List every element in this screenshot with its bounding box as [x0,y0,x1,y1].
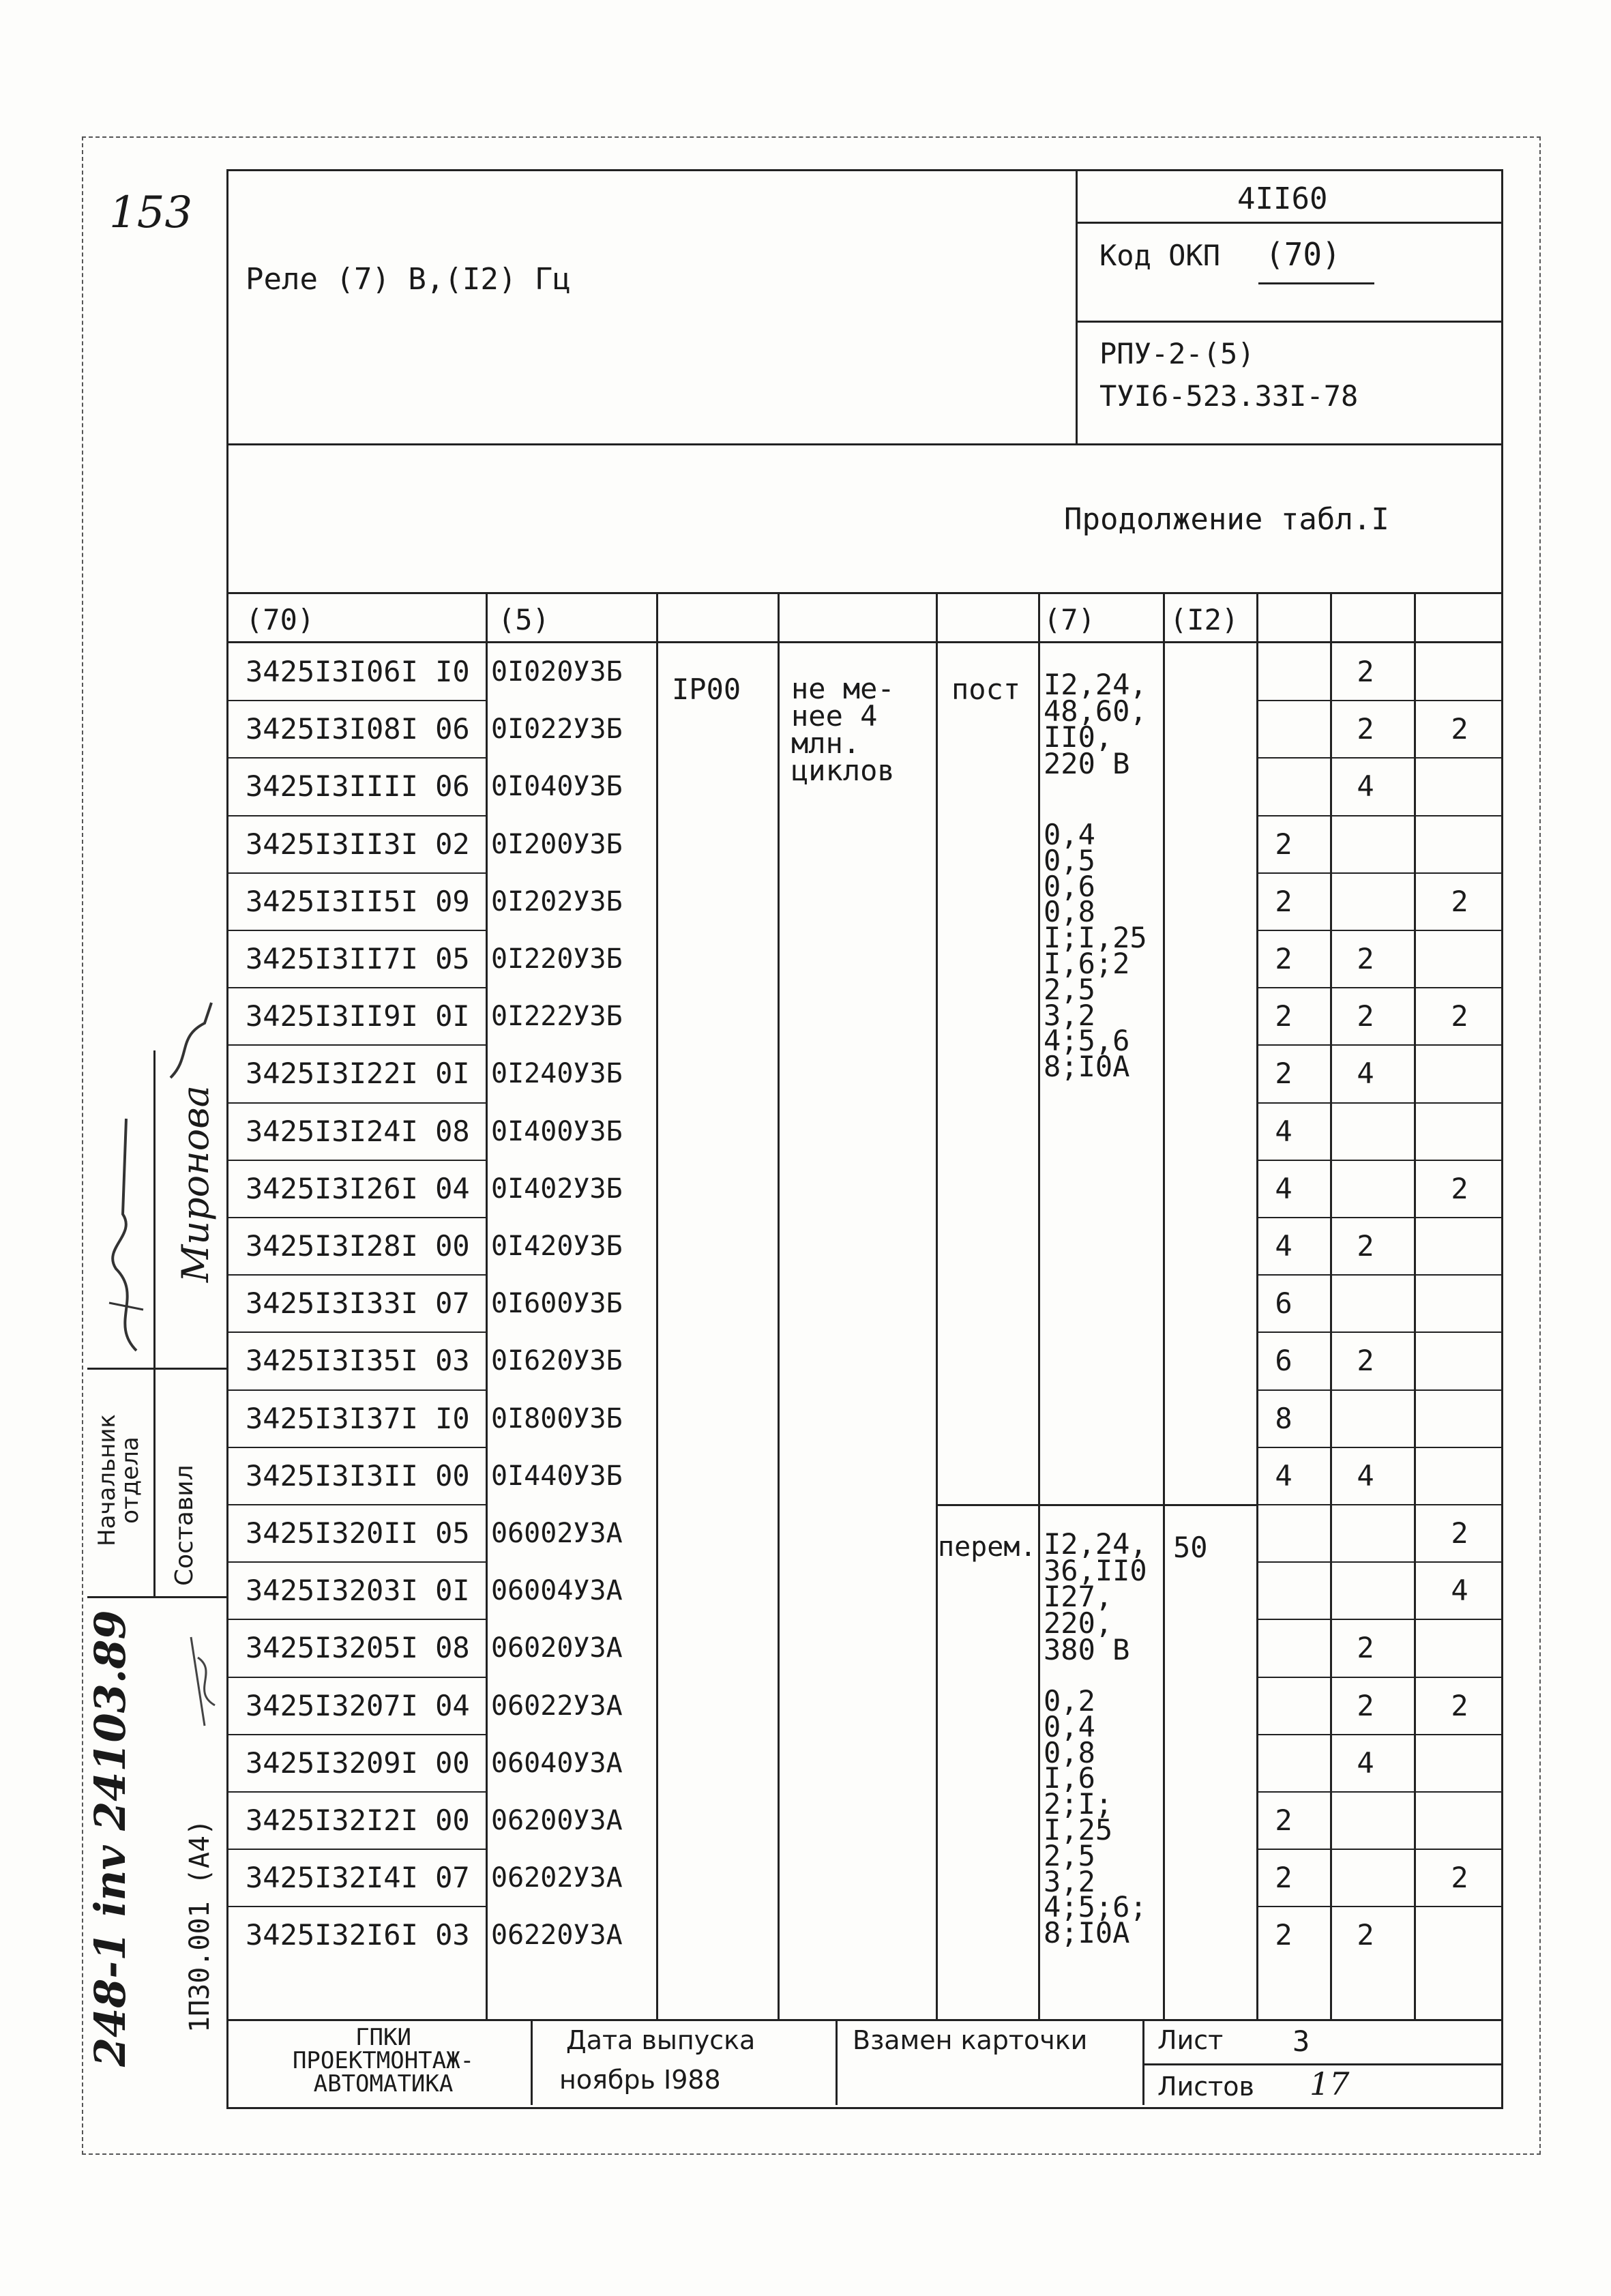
row-divider [1256,1160,1501,1161]
row-divider [1256,1677,1501,1678]
row-designation-5: 06022У3А [491,1690,623,1722]
row-qty-1: 2 [1275,1861,1292,1895]
current-type-dc: пост [951,673,1021,706]
row-designation-5: 0I200У3Б [491,828,623,860]
protection-cell: IP00 [672,673,741,706]
row-qty-1: 6 [1275,1286,1292,1321]
row-qty-3: 2 [1451,1861,1468,1895]
continuation-label: Продолжение табл.I [1064,502,1389,537]
row-code-70: 3425I3I28I 00 [246,1229,470,1263]
row-code-70: 3425I32I4I 07 [246,1861,470,1895]
row-qty-2: 2 [1357,1344,1374,1378]
row-qty-2: 4 [1357,1746,1374,1780]
signature-compiled [164,996,218,1091]
spec-line-1: РПУ-2-(5) [1099,337,1255,370]
row-divider [1256,1906,1501,1907]
row-divider [1256,872,1501,874]
row-divider [226,930,488,931]
row-divider [226,1677,488,1678]
row-divider [226,872,488,874]
row-divider [226,1160,488,1161]
row-designation-5: 0I220У3Б [491,943,623,975]
row-divider [1256,1734,1501,1735]
row-qty-1: 2 [1275,1057,1292,1091]
row-designation-5: 0I202У3Б [491,885,623,917]
voltage-dc: I2,24, 48,60, II0, 220 В [1044,668,1147,780]
row-divider [1256,700,1501,701]
row-qty-3: 2 [1451,999,1468,1033]
row-code-70: 3425I3I33I 07 [246,1286,470,1321]
row-designation-5: 06220У3А [491,1919,623,1952]
row-qty-2: 2 [1357,655,1374,688]
row-qty-3: 2 [1451,712,1468,746]
row-divider [226,1331,488,1333]
row-qty-1: 2 [1275,1918,1292,1952]
row-code-70: 3425I3I3II 00 [246,1458,470,1492]
row-qty-1: 2 [1275,1804,1292,1837]
row-divider [1256,987,1501,988]
row-divider [226,1274,488,1276]
row-qty-1: 4 [1275,1114,1292,1148]
spec-line-2: ТУI6-523.33I-78 [1099,379,1359,413]
row-divider [1256,930,1501,931]
row-designation-5: 0I040У3Б [491,771,623,803]
group-divider [936,1504,1258,1506]
row-code-70: 3425I3209I 00 [246,1746,470,1780]
row-code-70: 3425I32I6I 03 [246,1918,470,1952]
frequency-ac: 50 [1173,1531,1208,1564]
row-divider [226,1734,488,1735]
sheet-value: 3 [1292,2025,1310,2058]
row-divider [1256,1849,1501,1850]
row-code-70: 3425I3I08I 06 [246,712,470,746]
row-divider [226,1447,488,1448]
row-qty-3: 4 [1451,1574,1468,1608]
row-divider [1256,1504,1501,1505]
current-ac-values: 0,2 0,4 0,8 I,6 2;I; I,25 2,5 3,2 4;5;6; 8;I0А [1044,1684,1147,1950]
row-qty-2: 2 [1357,712,1374,746]
row-divider [226,1504,488,1505]
row-qty-1: 8 [1275,1401,1292,1435]
row-code-70: 3425I3IIII 06 [246,769,470,804]
row-code-70: 3425I3I26I 04 [246,1171,470,1205]
row-qty-2: 4 [1357,1458,1374,1492]
sheets-label: Листов [1157,2072,1254,2102]
row-divider [226,1044,488,1046]
issue-label: Дата выпуска [566,2025,756,2055]
row-divider [226,1906,488,1907]
row-code-70: 3425I3II7I 05 [246,942,470,975]
row-designation-5: 0I800У3Б [491,1402,623,1434]
row-qty-2: 2 [1357,999,1374,1033]
row-divider [226,1217,488,1218]
okp-label: Код ОКП [1099,239,1221,272]
durability-cell: не ме- нее 4 млн. циклов [791,672,895,787]
row-code-70: 3425I3II5I 09 [246,884,470,918]
issue-value: ноябрь I988 [559,2065,721,2095]
footer-org: ГПКИ ПРОЕКТМОНТАЖ- АВТОМАТИКА [292,2024,475,2098]
row-divider [1256,1331,1501,1333]
row-code-70: 3425I3II9I 0I [246,999,470,1033]
row-qty-3: 2 [1451,884,1468,918]
row-qty-1: 2 [1275,827,1292,861]
row-divider [1256,815,1501,816]
margin-head-label: Начальник отдела [93,1414,144,1546]
row-divider [226,1619,488,1620]
row-code-70: 3425I3I06I I0 [246,655,470,688]
row-qty-2: 4 [1357,1057,1374,1091]
row-code-70: 3425I3I35I 03 [246,1344,470,1378]
row-designation-5: 06020У3А [491,1632,623,1664]
row-designation-5: 06200У3А [491,1805,623,1836]
col-header-5: (5) [498,603,550,636]
margin-compiled-label: Составил [171,1465,198,1586]
sheets-value: 17 [1310,2065,1350,2102]
voltage-ac: I2,24, 36,II0 I27, 220, 380 В [1044,1527,1147,1666]
row-divider [1256,1791,1501,1793]
current-type-ac: перем. [938,1531,1037,1563]
row-designation-5: 06004У3А [491,1575,623,1607]
row-qty-1: 2 [1275,999,1292,1033]
row-qty-2: 2 [1357,1631,1374,1665]
col-header-7: (7) [1044,603,1095,636]
row-divider [1256,1447,1501,1448]
signature-stamp [184,1630,225,1733]
sheet-number: 153 [109,188,193,238]
row-designation-5: 0I020У3Б [491,656,623,688]
margin-format: 1ПЗ0.001 (А4) [184,1819,216,2033]
row-designation-5: 0I440У3Б [491,1460,623,1492]
row-divider [226,1791,488,1793]
row-designation-5: 06002У3А [491,1518,623,1549]
row-divider [226,700,488,701]
row-divider [1256,1561,1501,1563]
row-designation-5: 06040У3А [491,1747,623,1779]
sheet-label: Лист [1157,2025,1224,2055]
row-designation-5: 0I600У3Б [491,1288,623,1320]
row-qty-3: 2 [1451,1171,1468,1205]
row-designation-5: 0I400У3Б [491,1115,623,1147]
doc-code: 4II60 [1237,181,1328,216]
row-qty-2: 2 [1357,1229,1374,1263]
col-header-12: (I2) [1170,603,1239,636]
row-divider [1256,757,1501,759]
row-designation-5: 0I240У3Б [491,1058,623,1090]
row-divider [1256,1044,1501,1046]
row-divider [226,1849,488,1850]
row-qty-1: 6 [1275,1344,1292,1378]
row-qty-3: 2 [1451,1688,1468,1722]
row-qty-2: 2 [1357,1918,1374,1952]
col-header-70: (70) [246,603,315,636]
row-code-70: 3425I3203I 0I [246,1574,470,1608]
row-divider [226,987,488,988]
signature-head [95,1078,157,1364]
row-divider [1256,1389,1501,1391]
row-code-70: 3425I3I22I 0I [246,1057,470,1091]
row-divider [226,1102,488,1104]
row-qty-3: 2 [1451,1516,1468,1550]
current-dc-values: 0,4 0,5 0,6 0,8 I;I,25 I,6;2 2,5 3,2 4;5,6 8;I0А [1044,818,1147,1084]
row-divider [1256,1217,1501,1218]
row-code-70: 3425I3207I 04 [246,1688,470,1722]
replaces-label: Взамен карточки [853,2025,1088,2055]
row-code-70: 3425I3II3I 02 [246,827,470,861]
row-divider [1256,1619,1501,1620]
row-code-70: 3425I32I2I 00 [246,1804,470,1837]
row-divider [1256,1274,1501,1276]
row-code-70: 3425I3I24I 08 [246,1114,470,1148]
row-code-70: 3425I3I37I I0 [246,1401,470,1435]
row-code-70: 3425I3205I 08 [246,1631,470,1665]
margin-archive-no: 248-1 inv 24103.89 [85,1610,135,2067]
row-qty-1: 4 [1275,1229,1292,1263]
row-qty-2: 2 [1357,942,1374,975]
margin-compiled-name: Миронова [174,1085,217,1282]
header-title: Реле (7) В,(I2) Гц [246,262,571,297]
row-divider [226,1389,488,1391]
row-qty-2: 4 [1357,769,1374,804]
row-divider [226,757,488,759]
row-designation-5: 0I402У3Б [491,1173,623,1205]
row-code-70: 3425I320II 05 [246,1516,470,1550]
row-divider [226,815,488,816]
row-designation-5: 0I022У3Б [491,713,623,746]
row-designation-5: 0I420У3Б [491,1231,623,1262]
row-qty-1: 2 [1275,884,1292,918]
row-designation-5: 0I222У3Б [491,1001,623,1033]
row-designation-5: 0I620У3Б [491,1345,623,1377]
row-divider [1256,1102,1501,1104]
row-divider [226,1561,488,1563]
row-qty-2: 2 [1357,1688,1374,1722]
row-qty-1: 4 [1275,1171,1292,1205]
row-designation-5: 06202У3А [491,1862,623,1894]
row-qty-1: 2 [1275,942,1292,975]
row-qty-1: 4 [1275,1458,1292,1492]
okp-value: (70) [1265,236,1341,273]
